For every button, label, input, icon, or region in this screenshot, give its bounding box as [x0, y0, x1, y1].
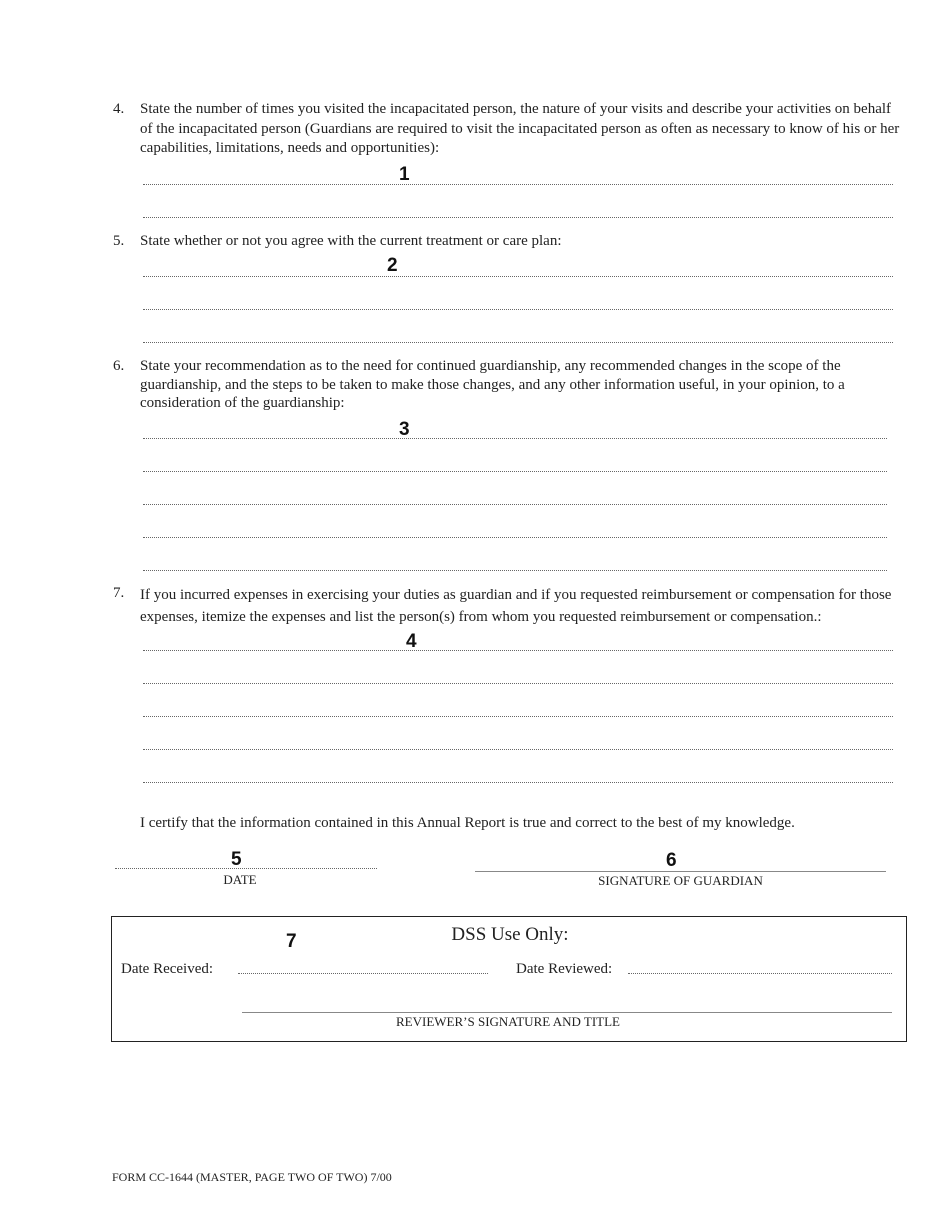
question-4-text: State the number of times you visited the incapacitated person, the nature of your visits and describe your activities on behalf of the incapacitated person (Guardians are required to visit the incapacitated person as often as necessary to know of his or her capabilities, limitations, needs and opportunities): [140, 101, 900, 156]
date-reviewed-label: Date Reviewed: [516, 961, 613, 977]
date-reviewed-field[interactable] [628, 973, 892, 974]
answer-line-q5-3[interactable] [143, 342, 893, 343]
field-marker-2: 2 [387, 255, 398, 276]
question-4-number: 4. [113, 101, 125, 117]
answer-line-q6-2[interactable] [143, 471, 887, 472]
answer-line-q5-1[interactable] [143, 276, 893, 277]
dss-box-title: DSS Use Only: [451, 924, 569, 945]
question-7-text: If you incurred expenses in exercising your duties as guardian and if you requested reimbursement or compensation for those expenses, itemize the expenses and list the person(s) from whom you requested reimbursement or compensation.: [140, 587, 892, 625]
field-marker-6: 6 [666, 850, 677, 871]
answer-line-q4-1[interactable] [143, 184, 893, 185]
field-marker-1: 1 [399, 164, 410, 185]
answer-line-q7-3[interactable] [143, 716, 893, 717]
question-6-text: State your recommendation as to the need for continued guardianship, any recommended changes in the scope of the guardianship, and the steps to be taken to make those changes, and any other information useful, in your opinion, to a consideration of the guardianship: [140, 358, 845, 411]
field-marker-5: 5 [231, 849, 242, 870]
question-6-number: 6. [113, 358, 125, 374]
date-label: DATE [223, 872, 257, 887]
guardian-signature-line[interactable] [475, 871, 886, 872]
question-5-text: State whether or not you agree with the current treatment or care plan: [140, 233, 562, 249]
certification-statement: I certify that the information contained in this Annual Report is true and correct to the best of my knowledge. [140, 815, 795, 831]
answer-line-q6-5[interactable] [143, 570, 887, 571]
question-7-number: 7. [113, 585, 125, 601]
answer-line-q6-3[interactable] [143, 504, 887, 505]
answer-line-q5-2[interactable] [143, 309, 893, 310]
answer-line-q7-5[interactable] [143, 782, 893, 783]
answer-line-q7-1[interactable] [143, 650, 893, 651]
field-marker-3: 3 [399, 419, 410, 440]
date-received-label: Date Received: [121, 961, 214, 977]
reviewer-signature-line[interactable] [242, 1012, 892, 1013]
date-received-field[interactable] [238, 973, 488, 974]
date-line[interactable] [115, 868, 377, 869]
answer-line-q4-2[interactable] [143, 217, 893, 218]
question-5-number: 5. [113, 233, 125, 249]
field-marker-7: 7 [286, 931, 297, 952]
field-marker-4: 4 [406, 631, 417, 652]
guardian-signature-label: SIGNATURE OF GUARDIAN [598, 873, 763, 888]
answer-line-q6-1[interactable] [143, 438, 887, 439]
answer-line-q6-4[interactable] [143, 537, 887, 538]
reviewer-signature-label: REVIEWER’S SIGNATURE AND TITLE [396, 1014, 620, 1029]
form-footer: FORM CC-1644 (MASTER, PAGE TWO OF TWO) 7/00 [112, 1170, 392, 1184]
answer-line-q7-4[interactable] [143, 749, 893, 750]
answer-line-q7-2[interactable] [143, 683, 893, 684]
